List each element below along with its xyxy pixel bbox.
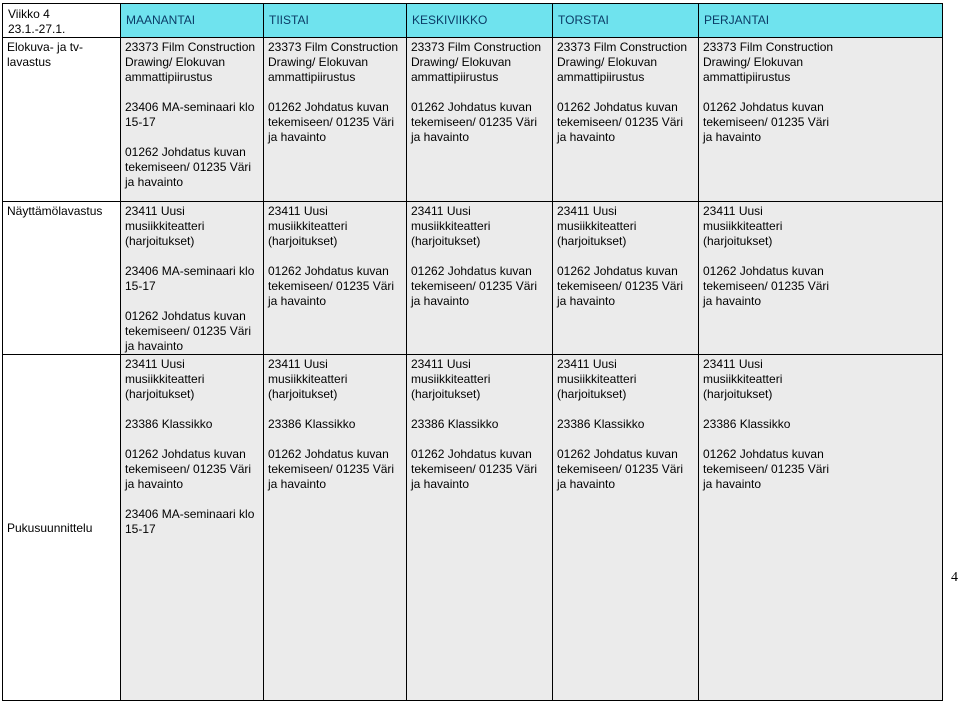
course-entry: 01262 Johdatus kuvan tekemiseen/ 01235 Väri ja havainto — [268, 447, 395, 491]
day-cell-tuesday — [264, 38, 407, 202]
course-entry: 23386 Klassikko — [703, 417, 791, 431]
day-cell-thursday — [553, 355, 699, 701]
program-label: Pukusuunnittelu — [3, 355, 121, 701]
schedule-body — [3, 38, 943, 701]
day-cell-wednesday — [407, 38, 553, 202]
day-header-monday: MAANANTAI — [121, 4, 264, 38]
course-entry: 01262 Johdatus kuvan tekemiseen/ 01235 Väri ja havainto — [411, 447, 538, 491]
course-entry: 23411 Uusi musiikkiteatteri (harjoitukset) — [125, 357, 205, 401]
day-cell-monday — [121, 202, 264, 355]
header-row — [3, 4, 943, 38]
day-cell-monday — [121, 355, 264, 701]
course-entry: 23411 Uusi musiikkiteatteri (harjoitukset) — [125, 204, 205, 248]
schedule-row — [3, 355, 943, 701]
course-entry: 23373 Film Construction Drawing/ Elokuvan ammattipiirustus — [703, 40, 834, 84]
course-entry: 23411 Uusi musiikkiteatteri (harjoitukset) — [703, 357, 783, 401]
course-entry: 23406 MA-seminaari klo 15-17 — [125, 507, 255, 536]
course-entry: 01262 Johdatus kuvan tekemiseen/ 01235 Väri ja havainto — [703, 264, 830, 308]
day-header-tuesday: TIISTAI — [264, 4, 407, 38]
day-cell-monday — [121, 38, 264, 202]
course-entry: 23406 MA-seminaari klo 15-17 — [125, 100, 255, 129]
day-header-thursday: TORSTAI — [553, 4, 699, 38]
course-entry: 23386 Klassikko — [125, 417, 213, 431]
course-entry: 01262 Johdatus kuvan tekemiseen/ 01235 Väri ja havainto — [411, 264, 538, 308]
day-cell-friday — [699, 38, 943, 202]
week-label — [3, 4, 121, 38]
day-cell-thursday — [553, 38, 699, 202]
course-entry: 23411 Uusi musiikkiteatteri (harjoitukset) — [703, 204, 783, 248]
course-entry: 01262 Johdatus kuvan tekemiseen/ 01235 Väri ja havainto — [557, 264, 684, 308]
day-cell-friday — [699, 202, 943, 355]
program-label: Elokuva- ja tv- lavastus — [3, 38, 121, 202]
course-entry: 01262 Johdatus kuvan tekemiseen/ 01235 Väri ja havainto — [125, 447, 252, 491]
day-cell-thursday — [553, 202, 699, 355]
schedule-row — [3, 38, 943, 202]
day-cell-friday — [699, 355, 943, 701]
course-entry: 23386 Klassikko — [411, 417, 499, 431]
week-number: Viikko 4 — [8, 7, 50, 21]
course-entry: 01262 Johdatus kuvan tekemiseen/ 01235 Väri ja havainto — [268, 264, 395, 308]
course-entry: 23373 Film Construction Drawing/ Elokuvan ammattipiirustus — [411, 40, 542, 84]
course-entry: 23386 Klassikko — [557, 417, 645, 431]
day-cell-wednesday — [407, 202, 553, 355]
page-number: 4 — [951, 570, 958, 585]
schedule-table — [2, 3, 943, 701]
schedule-row — [3, 202, 943, 355]
course-entry: 23411 Uusi musiikkiteatteri (harjoitukset) — [557, 357, 637, 401]
course-entry: 23411 Uusi musiikkiteatteri (harjoitukset) — [268, 357, 348, 401]
day-header-friday: PERJANTAI — [699, 4, 943, 38]
course-entry: 01262 Johdatus kuvan tekemiseen/ 01235 Väri ja havainto — [703, 447, 830, 491]
program-label: Näyttämölavastus — [3, 202, 121, 355]
course-entry: 23406 MA-seminaari klo 15-17 — [125, 264, 255, 293]
course-entry: 23373 Film Construction Drawing/ Elokuvan ammattipiirustus — [268, 40, 399, 84]
course-entry: 23411 Uusi musiikkiteatteri (harjoitukset) — [557, 204, 637, 248]
day-header-wednesday: KESKIVIIKKO — [407, 4, 553, 38]
day-cell-tuesday — [264, 355, 407, 701]
course-entry: 01262 Johdatus kuvan tekemiseen/ 01235 Väri ja havainto — [557, 447, 684, 491]
course-entry: 23386 Klassikko — [268, 417, 356, 431]
course-entry: 01262 Johdatus kuvan tekemiseen/ 01235 Väri ja havainto — [411, 100, 538, 144]
course-entry: 23411 Uusi musiikkiteatteri (harjoitukset) — [411, 357, 491, 401]
course-entry: 01262 Johdatus kuvan tekemiseen/ 01235 Väri ja havainto — [557, 100, 684, 144]
week-dates: 23.1.-27.1. — [8, 22, 66, 36]
course-entry: 01262 Johdatus kuvan tekemiseen/ 01235 Väri ja havainto — [703, 100, 830, 144]
course-entry: 01262 Johdatus kuvan tekemiseen/ 01235 Väri ja havainto — [125, 145, 252, 189]
course-entry: 23373 Film Construction Drawing/ Elokuvan ammattipiirustus — [557, 40, 688, 84]
course-entry: 23373 Film Construction Drawing/ Elokuvan ammattipiirustus — [125, 40, 256, 84]
course-entry: 01262 Johdatus kuvan tekemiseen/ 01235 Väri ja havainto — [268, 100, 395, 144]
course-entry: 01262 Johdatus kuvan tekemiseen/ 01235 Väri ja havainto — [125, 309, 252, 353]
day-cell-tuesday — [264, 202, 407, 355]
course-entry: 23411 Uusi musiikkiteatteri (harjoitukset) — [411, 204, 491, 248]
day-cell-wednesday — [407, 355, 553, 701]
course-entry: 23411 Uusi musiikkiteatteri (harjoitukset) — [268, 204, 348, 248]
